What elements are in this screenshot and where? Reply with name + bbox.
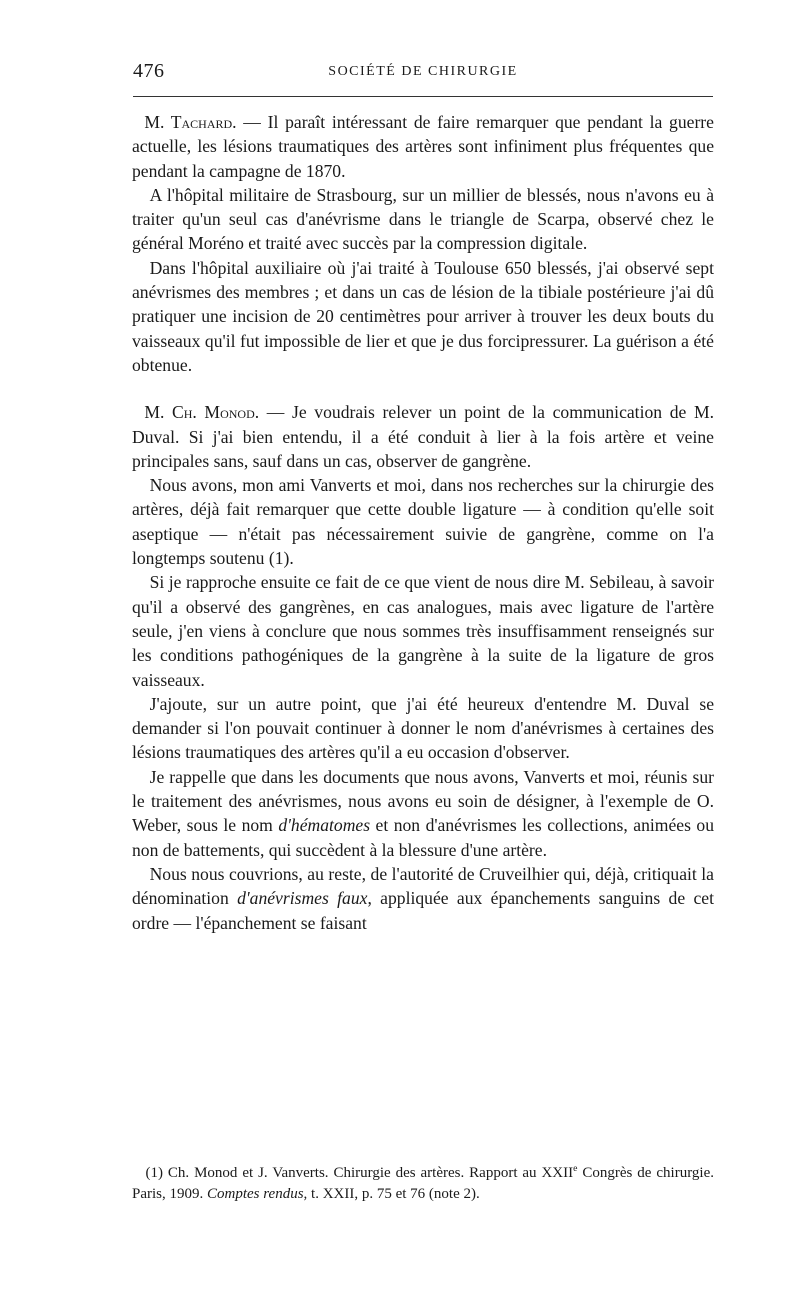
- paragraph-sebileau: Si je rapproche ensuite ce fait de ce que vient de nous dire M. Sebileau, à savoir qu'il a observé des gangrènes, en cas analogues, mais avec ligature de l'artère seule, j'en viens à conclure que nous sommes très insuffisamment renseignés sur les conditions pathogéniques de la gangrène à la suite de la ligature de gros vaisseaux.: [132, 572, 714, 690]
- paragraph-text: — Il paraît intéressant de faire remarquer que pendant la guerre actuelle, les lésions traumatiques des artères sont infiniment plus fréquentes que pendant la campagne de 1870.: [132, 112, 714, 181]
- running-head: [133, 60, 713, 90]
- footnote: [132, 1163, 714, 1205]
- paragraph-duval: J'ajoute, sur un autre point, que j'ai été heureux d'entendre M. Duval se demander si l'on pouvait continuer à donner le nom d'anévrismes à certaines des lésions traumatiques des artères qu'il a eu occasion d'observer.: [132, 693, 714, 763]
- footnote-text: [132, 1163, 714, 1205]
- paragraph-text: , appliquée aux épanchements sanguins de cet ordre — l'épanchement se faisant: [132, 888, 714, 933]
- paragraph-strasbourg: A l'hôpital militaire de Strasbourg, sur un millier de blessés, nous n'avons eu à traiter qu'un seul cas d'anévrisme dans le triangle de Scarpa, observé chez le général Moréno et traité avec succès par la compression digitale.: [132, 184, 714, 254]
- speaker-name: M. Tachard.: [144, 112, 237, 132]
- paragraph-toulouse: Dans l'hôpital auxiliaire où j'ai traité à Toulouse 650 blessés, j'ai observé sept anévrismes des membres ; et dans un cas de lésion de la tibiale postérieure j'ai dû pratiquer une incision de 20 centimètres pour arriver à trouver les deux bouts du vaisseaux qu'il fut impossible de lier et que je dus forcipressurer. La guérison a été obtenue.: [132, 257, 714, 375]
- footnote-part: (1) Ch. Monod et J. Vanverts. Chirurgie des artères. Rapport au XXII: [145, 1165, 574, 1181]
- italic-term: d'hématomes: [278, 815, 371, 836]
- italic-term: d'anévrismes faux: [237, 888, 368, 909]
- paragraph-double-ligature: Nous avons, mon ami Vanverts et moi, dans nos recherches sur la chirurgie des artères, déjà fait remarquer que cette double ligature — à condition qu'elle soit aseptique — n'était pas nécessairement suivie de gangrène, comme on l'a longtemps soutenu (1).: [132, 475, 714, 569]
- footnote-part: Congrès de chirurgie. Paris, 1909.: [132, 1165, 714, 1202]
- footnote-part: , t. XXII, p. 75 et 76 (note 2).: [303, 1186, 480, 1202]
- speaker-name: M. Ch. Monod.: [144, 402, 260, 423]
- paragraph-text: et non d'anévrismes les collections, animées ou non de battements, qui succèdent à la blessure d'une artère.: [132, 815, 714, 860]
- paragraph-cruveilhier: [132, 862, 714, 935]
- paragraph-hematomes: [132, 765, 714, 862]
- footnote-superscript: e: [573, 1163, 578, 1174]
- footnote-italic: Comptes rendus: [207, 1186, 304, 1202]
- paragraph-monod: [132, 400, 714, 473]
- paragraph-text: Nous nous couvrions, au reste, de l'autorité de Cruveilhier qui, déjà, critiquait la dénomination: [132, 863, 714, 909]
- body-text: [132, 110, 714, 935]
- header-rule: [133, 96, 713, 97]
- page-number: 476: [133, 60, 165, 82]
- journal-title: SOCIÉTÉ DE CHIRURGIE: [328, 64, 518, 79]
- paragraph-text: Je rappelle que dans les documents que nous avons, Vanverts et moi, réunis sur le traitement des anévrismes, nous avons eu soin de désigner, à l'exemple de O. Weber, sous le nom: [132, 766, 714, 836]
- paragraph-tachard: [132, 110, 714, 183]
- paragraph-text: — Je voudrais relever un point de la communication de M. Duval. Si j'ai bien entendu, il a été conduit à lier à la fois artère et veine principales sans, sauf dans un cas, observer de gangrène.: [132, 402, 714, 471]
